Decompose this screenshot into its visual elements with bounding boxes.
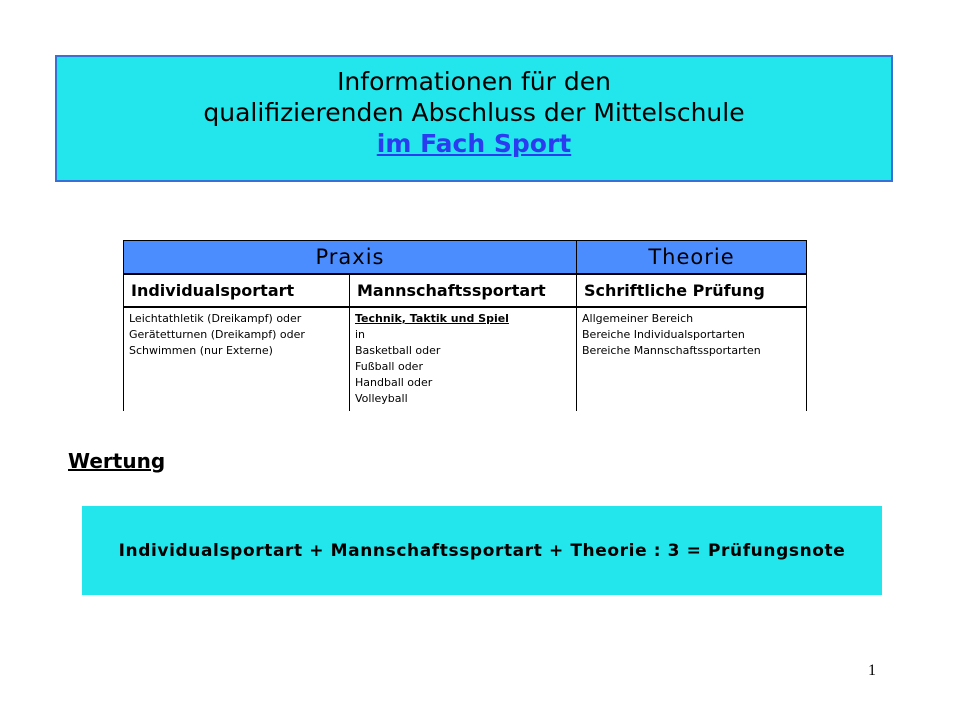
title-box <box>55 55 893 182</box>
list-item: Basketball oder <box>355 344 441 357</box>
theorie-cell <box>577 307 807 411</box>
list-item: Bereiche Mannschaftssportarten <box>582 344 761 357</box>
formula-text: Individualsportart + Mannschaftssportart + Theorie : 3 = Prüfungsnote <box>118 540 846 561</box>
list-item: Handball oder <box>355 376 433 389</box>
subheader-individual: Individualsportart <box>124 274 350 307</box>
list-item: in <box>355 328 366 341</box>
title-line-1: Informationen für den <box>337 67 611 96</box>
table-subheader-row <box>124 274 807 307</box>
list-item: Fußball oder <box>355 360 423 373</box>
list-item: Gerätetturnen (Dreikampf) oder <box>129 328 305 341</box>
formula-box <box>82 506 882 595</box>
list-item: Schwimmen (nur Externe) <box>129 344 273 357</box>
list-item: Allgemeiner Bereich <box>582 312 694 325</box>
table-header-row <box>124 241 807 275</box>
title-link-fach-sport[interactable]: im Fach Sport <box>376 129 572 158</box>
page-number: 1 <box>868 662 876 679</box>
header-praxis: Praxis <box>124 241 577 275</box>
list-item: Volleyball <box>355 392 408 405</box>
list-item: Bereiche Individualsportarten <box>582 328 745 341</box>
individual-cell <box>124 307 350 411</box>
wertung-label: Wertung <box>68 449 166 473</box>
exam-structure-table <box>123 240 807 411</box>
subheader-schriftlich: Schriftliche Prüfung <box>577 274 807 307</box>
table-body-row <box>124 307 807 411</box>
subheader-mannschaft: Mannschaftssportart <box>350 274 577 307</box>
list-item: Leichtathletik (Dreikampf) oder <box>129 312 302 325</box>
mannschaft-cell <box>350 307 577 411</box>
header-theorie: Theorie <box>577 241 807 275</box>
title-line-2: qualifizierenden Abschluss der Mittelschule <box>203 98 745 127</box>
list-item-heading: Technik, Taktik und Spiel <box>355 312 509 325</box>
